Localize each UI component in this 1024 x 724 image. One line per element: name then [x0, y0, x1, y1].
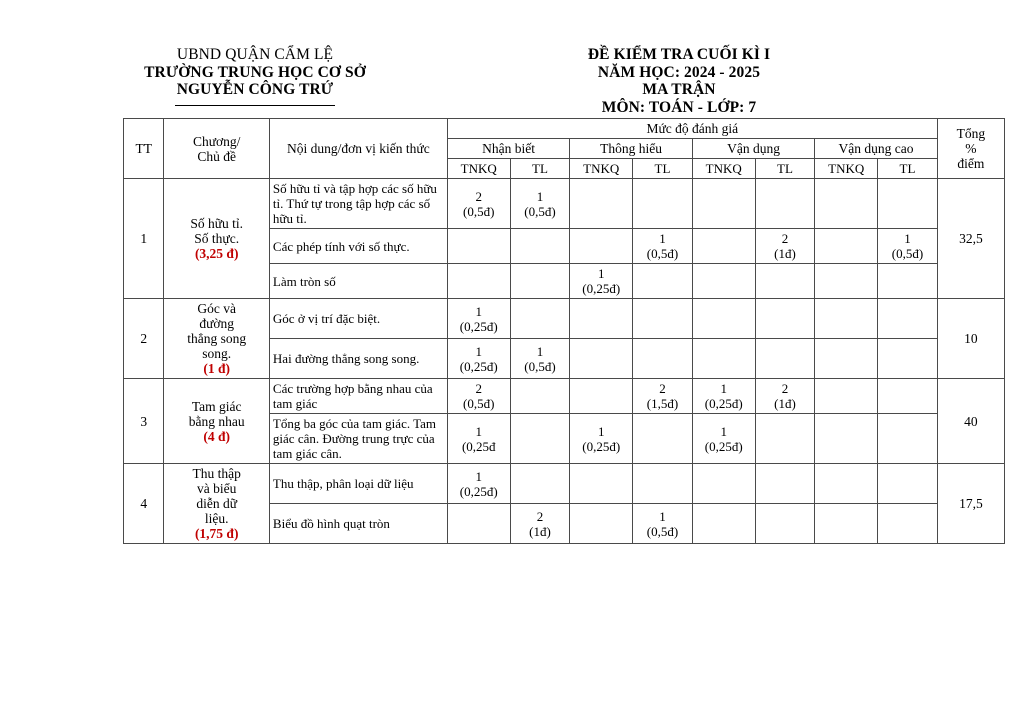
content-unit-cell: Các trường hợp bằng nhau của tam giác [269, 379, 447, 414]
question-count: 1 [597, 266, 605, 281]
content-unit-cell: Góc ở vị trí đặc biệt. [269, 299, 447, 339]
table-body [124, 179, 1005, 544]
content-unit-cell: Hai đường thẳng song song. [269, 339, 447, 379]
question-count: 1 [720, 381, 727, 396]
total-percent-cell-1: 32,5 [937, 179, 1004, 299]
score-cell-tl-5 [755, 339, 815, 379]
score-cell-tl-3 [633, 299, 693, 339]
col-header-chapter-line1: Chương/ [192, 133, 241, 149]
score-cell-tl-5 [755, 229, 815, 264]
content-unit-cell: Làm tròn số [269, 264, 447, 299]
score-cell-tl-3 [633, 179, 693, 229]
header-left-line-1: UBND QUẬN CẨM LỆ [176, 46, 334, 63]
score-cell-tnkq-0 [447, 504, 510, 544]
table-row [124, 379, 1005, 414]
level-header-thong-hieu: Thông hiểu [570, 139, 692, 159]
score-cell-tnkq-0 [447, 464, 510, 504]
header-right-block [450, 46, 1024, 116]
table-row [124, 464, 1005, 504]
col-header-content-line2: thức [405, 141, 430, 156]
question-points: (0,5đ) [646, 246, 679, 261]
score-cell-tl-7 [878, 179, 938, 229]
score-cell-tnkq-4 [692, 379, 755, 414]
score-cell-tnkq-6 [815, 464, 878, 504]
score-cell-tnkq-2 [570, 379, 633, 414]
question-points: (0,5đ) [463, 396, 495, 411]
row-index-3: 3 [124, 379, 164, 464]
header-underline-rule [175, 105, 335, 106]
score-cell-tl-1 [510, 379, 570, 414]
score-cell-tl-1 [510, 179, 570, 229]
question-count: 1 [597, 423, 605, 439]
question-count: 1 [659, 231, 666, 246]
score-cell-tl-7 [878, 464, 938, 504]
question-count: 1 [475, 343, 482, 359]
question-points: (0,25đ) [704, 438, 743, 454]
score-cell-tnkq-0 [447, 339, 510, 379]
question-points: (1đ) [774, 246, 796, 261]
score-cell-tl-7 [878, 379, 938, 414]
total-percent-cell-3: 40 [937, 379, 1004, 464]
score-cell-tl-5 [755, 414, 815, 464]
level-header-nhan-biet: Nhận biết [447, 139, 569, 159]
header-left-line-2: TRƯỜNG TRUNG HỌC CƠ SỞ [144, 63, 366, 81]
chapter-line: liệu. [204, 511, 229, 526]
sub-header-tnkq-1: TNKQ [447, 159, 510, 179]
chapter-line: Số thực. [194, 231, 240, 246]
level-header-van-dung-cao: Vận dụng cao [815, 139, 938, 159]
col-header-chapter [164, 119, 269, 179]
score-cell-tnkq-0 [447, 229, 510, 264]
score-cell-tl-1 [510, 229, 570, 264]
chapter-line: Thu thập [192, 466, 241, 481]
score-cell-tnkq-4 [692, 229, 755, 264]
score-cell-tnkq-2 [570, 299, 633, 339]
score-cell-tnkq-2 [570, 339, 633, 379]
col-header-content [269, 119, 447, 179]
score-cell-tl-5 [755, 504, 815, 544]
header-row-1 [124, 119, 1005, 139]
score-cell-tnkq-0 [447, 379, 510, 414]
score-cell-tnkq-4 [692, 264, 755, 299]
question-count: 1 [659, 508, 666, 524]
chapter-line: Tam giác [191, 398, 242, 414]
score-cell-tl-7 [878, 504, 938, 544]
col-header-chapter-line2: Chủ đề [197, 148, 236, 164]
sub-header-tl-3: TL [755, 159, 815, 179]
question-count: 2 [781, 231, 789, 246]
score-cell-tnkq-2 [570, 504, 633, 544]
question-count: 1 [536, 188, 544, 204]
score-cell-tnkq-0 [447, 179, 510, 229]
question-points: (0,25đ [461, 438, 496, 454]
document-header [0, 0, 1024, 116]
header-left-block [0, 46, 450, 106]
score-cell-tnkq-0 [447, 414, 510, 464]
row-index-2: 2 [124, 299, 164, 379]
sub-header-tl-2: TL [633, 159, 693, 179]
score-cell-tl-5 [755, 464, 815, 504]
question-points: (0,25đ) [582, 438, 621, 454]
score-cell-tl-3 [633, 229, 693, 264]
question-points: (0,25đ) [582, 281, 621, 296]
sub-header-tnkq-4: TNKQ [815, 159, 878, 179]
chapter-points: (4 đ) [203, 428, 230, 444]
content-unit-cell: Thu thập, phân loại dữ liệu [269, 464, 447, 504]
header-left-line-3: NGUYỄN CÔNG TRỨ [176, 81, 334, 98]
score-cell-tl-1 [510, 504, 570, 544]
score-cell-tnkq-2 [570, 264, 633, 299]
score-cell-tnkq-6 [815, 264, 878, 299]
sub-header-tl-4: TL [878, 159, 938, 179]
chapter-line: đường [199, 316, 235, 331]
row-index-1: 1 [124, 179, 164, 299]
score-cell-tnkq-4 [692, 299, 755, 339]
score-cell-tnkq-2 [570, 179, 633, 229]
col-header-tt: TT [124, 119, 164, 179]
assessment-matrix-table [123, 118, 1005, 544]
score-cell-tnkq-6 [815, 299, 878, 339]
question-count: 2 [475, 381, 482, 396]
total-percent-cell-2: 10 [937, 299, 1004, 379]
chapter-points: (1 đ) [203, 361, 230, 376]
question-points: (0,5đ) [891, 246, 924, 261]
sub-header-tnkq-3: TNKQ [692, 159, 755, 179]
score-cell-tnkq-6 [815, 414, 878, 464]
content-unit-cell: Tổng ba góc của tam giác. Tam giác cân. Đường trung trực của tam giác cân. [269, 414, 447, 464]
score-cell-tl-7 [878, 229, 938, 264]
question-points: (0,5đ) [463, 203, 495, 219]
total-label-line3: điểm [957, 156, 985, 171]
chapter-line: và biểu [197, 481, 237, 496]
question-points: (1đ) [529, 523, 551, 539]
score-cell-tnkq-6 [815, 229, 878, 264]
col-header-content-line1: Nội dung/đơn vị kiến [287, 141, 403, 156]
question-count: 1 [475, 303, 482, 319]
score-cell-tl-3 [633, 414, 693, 464]
question-count: 1 [475, 423, 482, 439]
question-points: (0,5đ) [524, 203, 556, 219]
chapter-cell-1 [164, 179, 269, 299]
chapter-cell-2 [164, 299, 269, 379]
chapter-cell-3 [164, 379, 269, 464]
total-label-line1: Tổng [956, 126, 986, 141]
level-header-van-dung: Vận dụng [692, 139, 814, 159]
score-cell-tl-3 [633, 264, 693, 299]
table-row [124, 179, 1005, 229]
content-unit-cell: Các phép tính với số thực. [269, 229, 447, 264]
table-row [124, 299, 1005, 339]
score-cell-tnkq-2 [570, 229, 633, 264]
question-count: 1 [536, 343, 544, 359]
question-count: 1 [720, 423, 727, 439]
question-points: (0,5đ) [524, 358, 556, 374]
content-unit-cell: Biểu đồ hình quạt tròn [269, 504, 447, 544]
sub-header-tl-1: TL [510, 159, 570, 179]
score-cell-tl-1 [510, 299, 570, 339]
sub-header-tnkq-2: TNKQ [570, 159, 633, 179]
col-header-total-percent [937, 119, 1004, 179]
chapter-line: Số hữu tỉ. [190, 216, 244, 231]
exam-title: ĐỀ KIỂM TRA CUỐI KÌ I [587, 46, 771, 63]
score-cell-tnkq-4 [692, 179, 755, 229]
score-cell-tl-3 [633, 379, 693, 414]
content-unit-cell: Số hữu tỉ và tập hợp các số hữu tỉ. Thứ tự trong tập hợp các số hữu tỉ. [269, 179, 447, 229]
question-count: 2 [536, 508, 544, 524]
question-count: 1 [475, 468, 482, 484]
score-cell-tl-3 [633, 339, 693, 379]
question-points: (0,25đ) [459, 358, 498, 374]
total-label-line2: % [965, 141, 977, 156]
score-cell-tnkq-4 [692, 504, 755, 544]
chapter-points: (1,75 đ) [194, 526, 239, 541]
score-cell-tl-3 [633, 504, 693, 544]
table-head [124, 119, 1005, 179]
chapter-line: bằng nhau [188, 413, 245, 429]
score-cell-tnkq-4 [692, 414, 755, 464]
score-cell-tl-7 [878, 414, 938, 464]
document-type: MA TRẬN [642, 81, 716, 98]
chapter-line: diễn dữ [196, 496, 238, 511]
score-cell-tnkq-6 [815, 379, 878, 414]
row-index-4: 4 [124, 464, 164, 544]
score-cell-tnkq-6 [815, 504, 878, 544]
total-percent-cell-4: 17,5 [937, 464, 1004, 544]
score-cell-tl-7 [878, 264, 938, 299]
question-count: 2 [781, 381, 789, 396]
score-cell-tl-1 [510, 414, 570, 464]
score-cell-tl-1 [510, 264, 570, 299]
score-cell-tnkq-6 [815, 179, 878, 229]
chapter-points: (3,25 đ) [194, 246, 239, 261]
score-cell-tl-5 [755, 379, 815, 414]
score-cell-tl-1 [510, 339, 570, 379]
score-cell-tnkq-6 [815, 339, 878, 379]
chapter-line: Góc và [197, 301, 236, 316]
score-cell-tl-5 [755, 299, 815, 339]
col-header-assessment-level: Mức độ đánh giá [447, 119, 937, 139]
score-cell-tl-5 [755, 179, 815, 229]
score-cell-tnkq-0 [447, 299, 510, 339]
question-points: (1,5đ) [646, 396, 679, 411]
score-cell-tnkq-2 [570, 414, 633, 464]
question-points: (0,25đ) [459, 483, 498, 499]
matrix-table-container [123, 118, 1005, 544]
subject-grade: MÔN: TOÁN - LỚP: 7 [601, 98, 757, 116]
score-cell-tl-3 [633, 464, 693, 504]
chapter-line: song. [202, 346, 232, 361]
question-count: 1 [904, 231, 911, 246]
question-points: (1đ) [774, 396, 796, 411]
chapter-cell-4 [164, 464, 269, 544]
chapter-line: thẳng song [187, 331, 247, 346]
score-cell-tl-7 [878, 339, 938, 379]
question-points: (0,5đ) [646, 523, 679, 539]
question-points: (0,25đ) [459, 318, 498, 334]
question-count: 2 [475, 188, 482, 204]
question-points: (0,25đ) [704, 396, 743, 411]
question-count: 2 [659, 381, 666, 396]
score-cell-tnkq-2 [570, 464, 633, 504]
score-cell-tnkq-0 [447, 264, 510, 299]
score-cell-tl-5 [755, 264, 815, 299]
score-cell-tnkq-4 [692, 464, 755, 504]
score-cell-tnkq-4 [692, 339, 755, 379]
score-cell-tl-7 [878, 299, 938, 339]
school-year: NĂM HỌC: 2024 - 2025 [597, 63, 761, 81]
score-cell-tl-1 [510, 464, 570, 504]
